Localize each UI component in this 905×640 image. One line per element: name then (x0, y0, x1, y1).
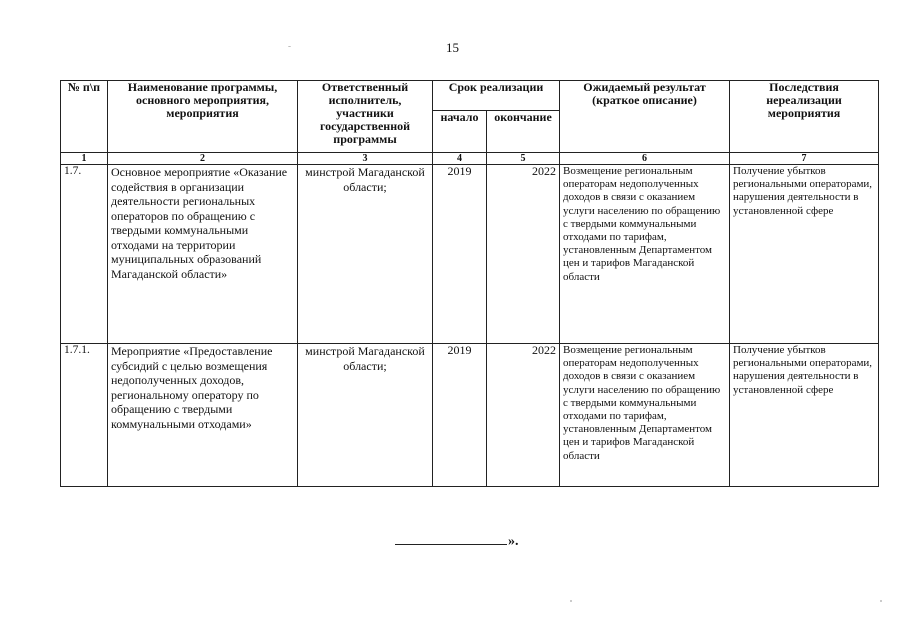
non-implementation-consequences: Получение убытков региональными операторами, нарушения деятельности в установленной сфере (730, 165, 879, 344)
table-row (61, 344, 879, 487)
header-num: № п\п (61, 81, 108, 153)
closing-mark (395, 534, 519, 550)
end-year: 2022 (487, 344, 560, 487)
column-number: 2 (108, 153, 298, 165)
program-table (60, 80, 879, 487)
signature-line (395, 544, 507, 545)
responsible-executor: минстрой Магаданской области; (298, 165, 433, 344)
row-number: 1.7.1. (61, 344, 108, 487)
header-period-end: окончание (487, 111, 560, 153)
column-number: 4 (433, 153, 487, 165)
page-number: 15 (446, 40, 459, 55)
header-consequences: Последствия нереализации мероприятия (730, 81, 879, 153)
scan-speck (288, 46, 291, 47)
column-number: 7 (730, 153, 879, 165)
start-year: 2019 (433, 165, 487, 344)
end-year: 2022 (487, 165, 560, 344)
closing-quote: ». (508, 534, 519, 549)
start-year: 2019 (433, 344, 487, 487)
header-result: Ожидаемый результат (краткое описание) (560, 81, 730, 153)
header-period-start: начало (433, 111, 487, 153)
column-number: 1 (61, 153, 108, 165)
row-number: 1.7. (61, 165, 108, 344)
header-executor: Ответственный исполнитель, участники государственной программы (298, 81, 433, 153)
column-number: 3 (298, 153, 433, 165)
measure-name: Мероприятие «Предоставление субсидий с целью возмещения недополученных доходов, региональному оператору по обращению с твердыми коммунальными отходами» (108, 344, 298, 487)
responsible-executor: минстрой Магаданской области; (298, 344, 433, 487)
expected-result: Возмещение региональным операторам недополученных доходов в связи с оказанием услуги населению по обращению с твердыми коммунальными отходами по тарифам, установленным Департаментом цен и тарифов Магаданской области (560, 165, 730, 344)
column-number: 6 (560, 153, 730, 165)
scan-speck (880, 600, 882, 602)
header-period: Срок реализации (433, 81, 560, 111)
measure-name: Основное мероприятие «Оказание содействия в организации деятельности региональных операторов по обращению с твердыми коммунальными отходами на территории муниципальных образований Магаданской области» (108, 165, 298, 344)
scan-speck (570, 600, 572, 602)
column-number-row (61, 153, 879, 165)
non-implementation-consequences: Получение убытков региональными операторами, нарушения деятельности в установленной сфере (730, 344, 879, 487)
column-number: 5 (487, 153, 560, 165)
table-row (61, 165, 879, 344)
expected-result: Возмещение региональным операторам недополученных доходов в связи с оказанием услуги населению по обращению с твердыми коммунальными отходами по тарифам, установленным Департаментом цен и тарифов Магаданской области (560, 344, 730, 487)
header-name: Наименование программы, основного мероприятия, мероприятия (108, 81, 298, 153)
